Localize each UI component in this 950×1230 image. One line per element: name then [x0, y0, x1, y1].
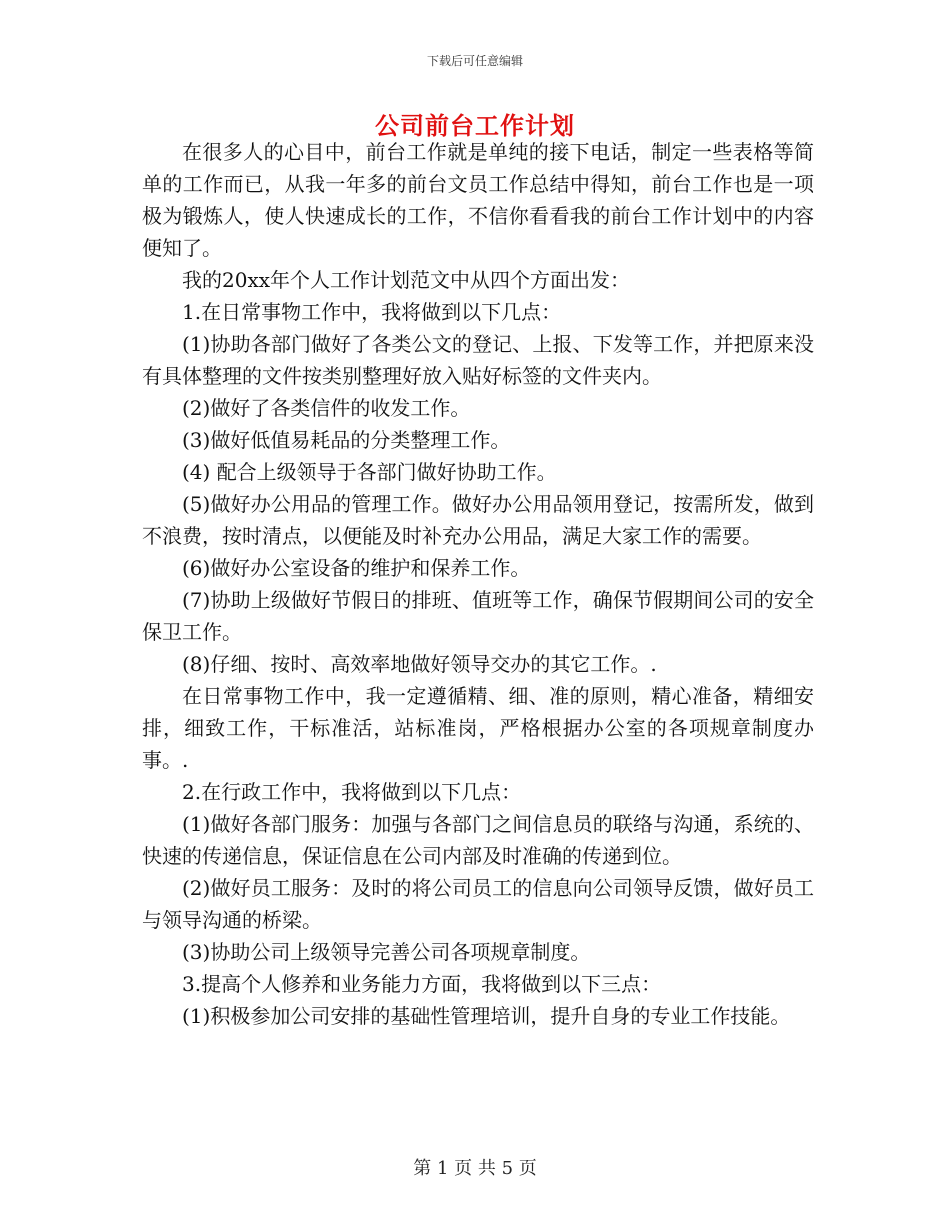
document-body	[142, 136, 814, 1032]
list-item: (2)做好员工服务：及时的将公司员工的信息向公司领导反馈，做好员工与领导沟通的桥梁。	[142, 876, 814, 932]
list-item: (2)做好了各类信件的收发工作。	[182, 396, 471, 420]
paragraph-intro: 在很多人的心目中，前台工作就是单纯的接下电话，制定一些表格等简单的工作而已，从我一年多的前台文员工作总结中得知，前台工作也是一项极为锻炼人，使人快速成长的工作，不信你看看我的前台工作计划中的内容便知了。	[142, 140, 814, 260]
section-heading-self-improvement: 3.提高个人修养和业务能力方面，我将做到以下三点：	[182, 972, 662, 996]
list-item: (1)做好各部门服务：加强与各部门之间信息员的联络与沟通，系统的、快速的传递信息，保证信息在公司内部及时准确的传递到位。	[142, 812, 814, 868]
document-title: 公司前台工作计划	[375, 111, 575, 140]
list-item: (3)做好低值易耗品的分类整理工作。	[182, 428, 511, 452]
list-item: (8)仔细、按时、高效率地做好领导交办的其它工作。.	[182, 652, 657, 676]
paragraph-principles: 在日常事物工作中，我一定遵循精、细、准的原则，精心准备，精细安排，细致工作，干标准活，站标准岗，严格根据办公室的各项规章制度办事。.	[142, 684, 814, 772]
list-item: (4) 配合上级领导于各部门做好协助工作。	[182, 460, 557, 484]
header-note: 下载后可任意编辑	[426, 54, 523, 68]
list-item: (3)协助公司上级领导完善公司各项规章制度。	[182, 940, 591, 964]
list-item: (5)做好办公用品的管理工作。做好办公用品领用登记，按需所发，做到不浪费，按时清点，以便能及时补充办公用品，满足大家工作的需要。	[142, 492, 814, 548]
paragraph-overview: 我的20xx年个人工作计划范文中从四个方面出发：	[182, 268, 631, 292]
list-item: (1)积极参加公司安排的基础性管理培训，提升自身的专业工作技能。	[182, 1004, 791, 1028]
page-number-footer: 第 1 页 共 5 页	[413, 1158, 537, 1179]
list-item: (1)协助各部门做好了各类公文的登记、上报、下发等工作，并把原来没有具体整理的文件按类别整理好放入贴好标签的文件夹内。	[142, 332, 814, 388]
section-heading-daily-work: 1.在日常事物工作中，我将做到以下几点：	[182, 300, 562, 324]
section-heading-admin-work: 2.在行政工作中，我将做到以下几点：	[182, 780, 522, 804]
list-item: (7)协助上级做好节假日的排班、值班等工作，确保节假期间公司的安全保卫工作。	[142, 588, 814, 644]
list-item: (6)做好办公室设备的维护和保养工作。	[182, 556, 531, 580]
